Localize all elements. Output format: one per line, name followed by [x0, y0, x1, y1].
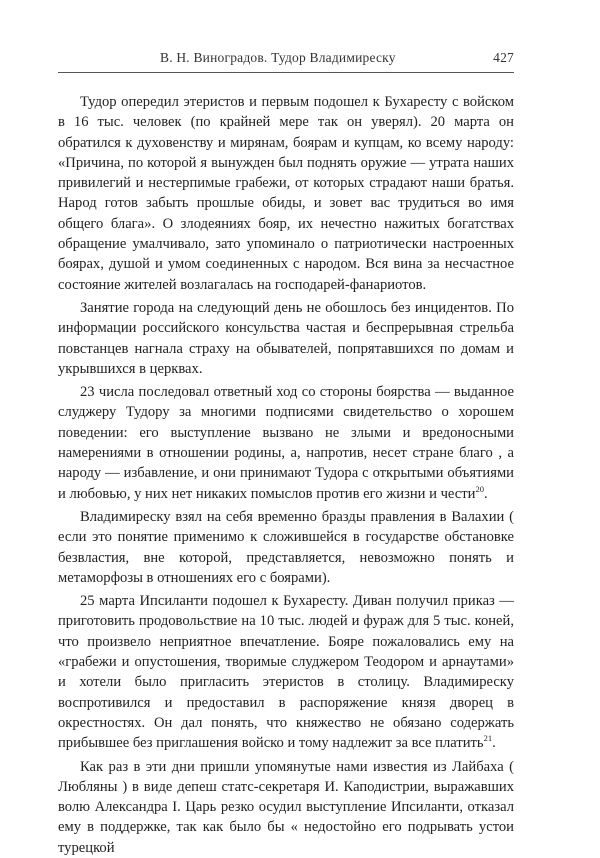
- footnote-ref-21: 21: [483, 733, 493, 744]
- paragraph-5: 25 марта Ипсиланти подошел к Бухаресту. Диван получил приказ — приготовить продовольствие на 10 тыс. людей и фураж для 5 тыс. коней, что произвело неприятное впечатление. Бояре пожаловались ему на «грабежи и опустошения, творимые слуджером Теодором и арнаутами» и хотели было пригласить этеристов в столицу. Владимиреску воспротивился и предоставил в распоряжение князя дворец в окрестностях. Он дал понять, что княжество не обязано содержать прибывшее без приглашения войско и тому надлежит за все платить$^{21}$.: [58, 593, 514, 752]
- paragraph-6: [58, 757, 514, 858]
- body-text: [58, 92, 514, 858]
- paragraph-6-text: Как раз в эти дни пришли упомянутые нами известия из Лайбаха ( Любляны ) в виде депеш статс-секретаря И. Каподистрии, выражавших волю Александра I. Царь резко осудил выступление Ипсиланти, отказал ему в поддержке, так как было бы « недостойно его подрывать устои турецкой: [58, 758, 514, 856]
- paragraph-3-text: 23 числа последовал ответный ход со стороны боярства — выданное слуджеру Тудору за многими подписями свидетельство о хорошем поведении: его выступление вызвано не злыми и вредоносными намерениями в отношении родины, а, напротив, несет стране благо , а народу — избавление, и они принимают Тудора с открытыми объятиями и любовью, у них нет никаких помыслов против его жизни и чести: [58, 384, 514, 502]
- paragraph-1: [58, 92, 514, 295]
- paragraph-2-text: Занятие города на следующий день не обошлось без инцидентов. По информации российского консульства частая и беспрерывная стрельба повстанцев нагнала страху на обывателей, попрятавшихся по домам и укрывшихся в церквах.: [58, 299, 514, 377]
- paragraph-5-text: 25 марта Ипсиланти подошел к Бухаресту. Диван получил приказ — приготовить продовольствие на 10 тыс. людей и фураж для 5 тыс. коней, что произвело неприятное впечатление. Бояре пожаловались ему на «грабежи и опустошения, творимые слуджером Теодором и арнаутами» и хотели было пригласить этеристов в столицу. Владимиреску воспротивился и предоставил в распоряжение князя дворец в окрестностях. Он дал понять, что княжество не обязано содержать прибывшее без приглашения войско и тому надлежит за все платить: [58, 593, 514, 752]
- paragraph-3: 23 числа последовал ответный ход со стороны боярства — выданное слуджеру Тудору за многими подписями свидетельство о хорошем поведении: его выступление вызвано не злыми и вредоносными намерениями в отношении родины, а, напротив, несет стране благо , а народу — избавление, и они принимают Тудора с открытыми объятиями и любовью, у них нет никаких помыслов против его жизни и чести$^{20}$.: [58, 384, 514, 502]
- paragraph-4-text: Владимиреску взял на себя временно бразды правления в Валахии ( если это понятие применимо к сложившейся в государстве обстановке безвластия, вне которой, представляется, невозможно понять и метаморфозы в отношениях его с боярами).: [58, 508, 514, 586]
- page-number: 427: [493, 50, 514, 65]
- running-head: [58, 49, 514, 69]
- paragraph-2: [58, 298, 514, 379]
- paragraph-1-text: Тудор опередил этеристов и первым подошел к Бухаресту с войском в 16 тыс. человек (по крайней мере так он уверял). 20 марта он обратился к духовенству и мирянам, боярам и купцам, ко всему народу: «Причина, по которой я вынужден был поднять оружие — утрата наших привилегий и нестерпимые грабежи, от которых страдают наши братья. Народ готов забыть прошлые обиды, и зовет вас трудиться во имя общего блага». О злодеяниях бояр, их нечестно нажитых богатствах обращение умалчивало, зато упоминало о патриотически настроенных боярах, душой и умом соединенных с народом. Вся вина за несчастное состояние жителей возлагалась на господарей-фанариотов.: [58, 94, 514, 293]
- paragraph-4: [58, 507, 514, 588]
- header-rule: [58, 72, 514, 73]
- footnote-ref-20: 20: [475, 483, 484, 494]
- running-head-title: В. Н. Виноградов. Тудор Владимиреску: [160, 50, 396, 65]
